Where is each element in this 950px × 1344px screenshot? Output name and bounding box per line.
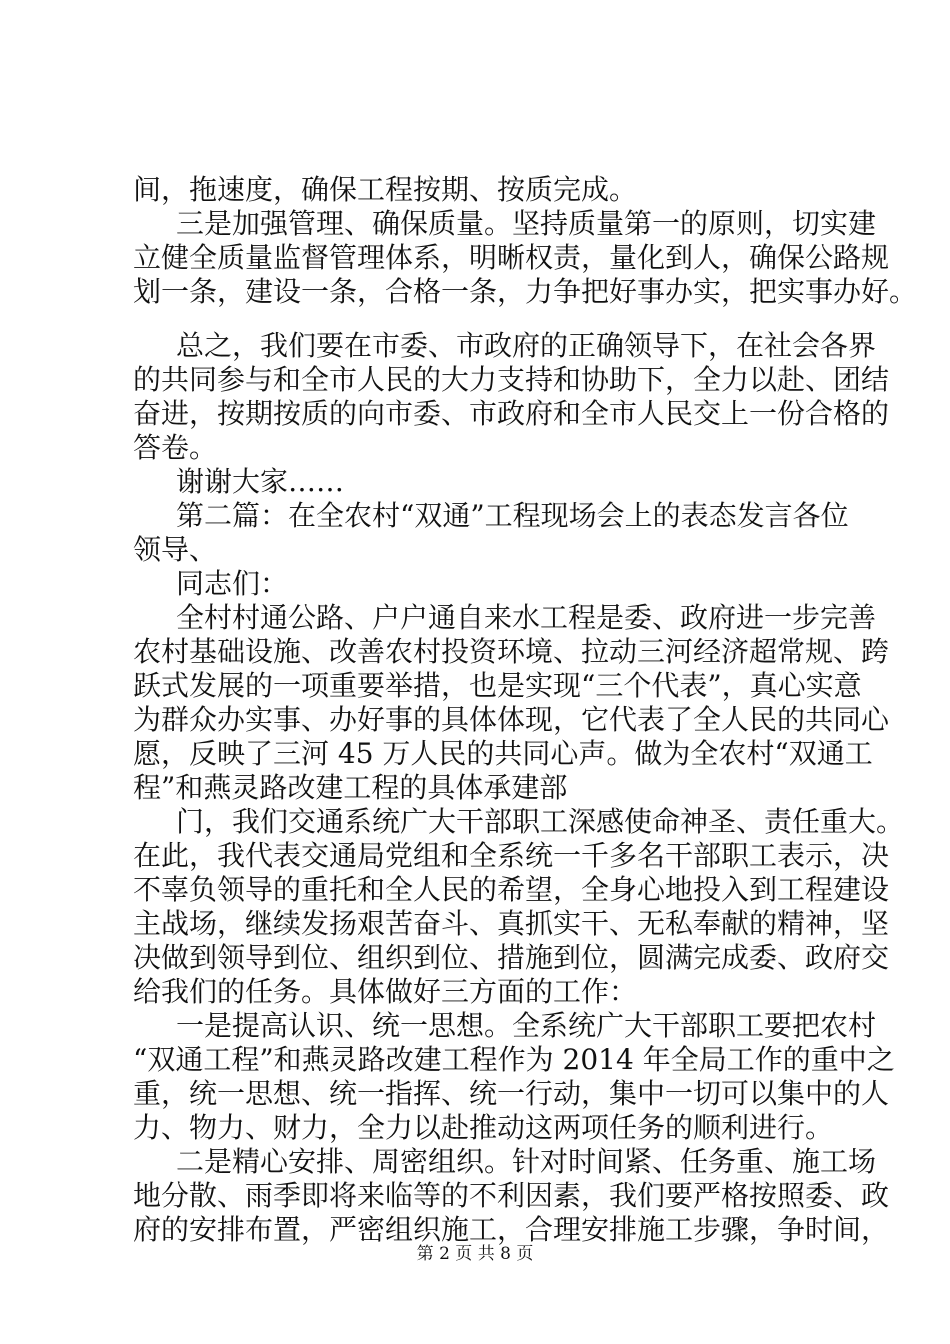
section-heading-line: 领导、 xyxy=(133,533,218,566)
paragraph-line: 不辜负领导的重托和全人民的希望，全身心地投入到工程建设 xyxy=(133,873,890,906)
paragraph-line: 立健全质量监督管理体系，明晰权责，量化到人，确保公路规 xyxy=(133,241,890,274)
paragraph-line: 决做到领导到位、组织到位、措施到位，圆满完成委、政府交 xyxy=(133,941,890,974)
paragraph-line: “双通工程”和燕灵路改建工程作为 2014 年全局工作的重中之 xyxy=(133,1043,895,1076)
paragraph-line: 门，我们交通系统广大干部职工深感使命神圣、责任重大。 xyxy=(176,805,905,838)
paragraph-line: 力、物力、财力，全力以赴推动这两项任务的顺利进行。 xyxy=(133,1111,834,1144)
paragraph-line: 跃式发展的一项重要举措，也是实现“三个代表”，真心实意 xyxy=(133,669,862,702)
paragraph-line: 全村村通公路、户户通自来水工程是委、政府进一步完善 xyxy=(176,601,877,634)
salutation-line: 同志们： xyxy=(176,567,289,600)
paragraph-line: 答卷。 xyxy=(133,431,218,464)
paragraph-line: 主战场，继续发扬艰苦奋斗、真抓实干、无私奉献的精神，坚 xyxy=(133,907,890,940)
section-heading-line: 第二篇：在全农村“双通”工程现场会上的表态发言各位 xyxy=(176,499,849,532)
paragraph-line: 划一条，建设一条，合格一条，力争把好事办实，把实事办好。 xyxy=(133,275,918,308)
paragraph-line: 总之，我们要在市委、市政府的正确领导下，在社会各界 xyxy=(176,329,877,362)
paragraph-line: 的共同参与和全市人民的大力支持和协助下，全力以赴、团结 xyxy=(133,363,890,396)
paragraph-line: 愿，反映了三河 45 万人民的共同心声。做为全农村“双通工 xyxy=(133,737,873,770)
paragraph-line: 一是提高认识、统一思想。全系统广大干部职工要把农村 xyxy=(176,1009,877,1042)
paragraph-line: 为群众办实事、办好事的具体体现，它代表了全人民的共同心 xyxy=(133,703,890,736)
page-number-footer: 第 2 页 共 8 页 xyxy=(416,1244,534,1264)
paragraph-line: 在此，我代表交通局党组和全系统一千多名干部职工表示，决 xyxy=(133,839,890,872)
paragraph-line: 三是加强管理、确保质量。坚持质量第一的原则，切实建 xyxy=(176,207,877,240)
paragraph-line: 重，统一思想、统一指挥、统一行动，集中一切可以集中的人 xyxy=(133,1077,890,1110)
paragraph-line: 程”和燕灵路改建工程的具体承建部 xyxy=(133,771,568,804)
paragraph-line: 奋进，按期按质的向市委、市政府和全市人民交上一份合格的 xyxy=(133,397,890,430)
paragraph-line: 农村基础设施、改善农村投资环境、拉动三河经济超常规、跨 xyxy=(133,635,890,668)
paragraph-line: 间，拖速度，确保工程按期、按质完成。 xyxy=(133,173,638,206)
paragraph-line: 府的安排布置，严密组织施工，合理安排施工步骤，争时间， xyxy=(133,1213,890,1246)
paragraph-line: 二是精心安排、周密组织。针对时间紧、任务重、施工场 xyxy=(176,1145,877,1178)
paragraph-line: 地分散、雨季即将来临等的不利因素，我们要严格按照委、政 xyxy=(133,1179,890,1212)
paragraph-line: 给我们的任务。具体做好三方面的工作： xyxy=(133,975,638,1008)
paragraph-line: 谢谢大家…… xyxy=(176,465,345,498)
